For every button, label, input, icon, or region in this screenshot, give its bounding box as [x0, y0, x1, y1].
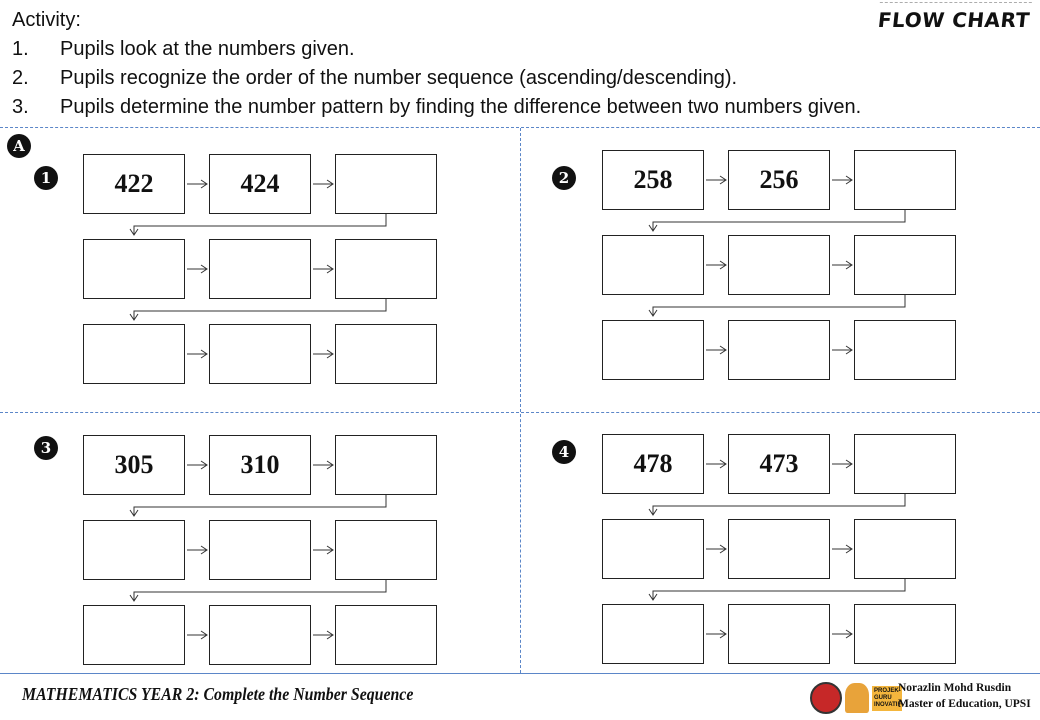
activity-item — [12, 35, 861, 64]
sequence-box-blank[interactable] — [854, 235, 956, 295]
sequence-box-blank[interactable] — [854, 519, 956, 579]
question-number-badge: 2 — [552, 166, 576, 190]
sequence-box-blank[interactable] — [335, 605, 437, 665]
sequence-box-given: 422 — [83, 154, 185, 214]
wrap-connector-line — [653, 295, 905, 316]
activity-item-text: Pupils look at the numbers given. — [60, 38, 355, 60]
sequence-box-blank[interactable] — [335, 520, 437, 580]
sequence-box-given: 424 — [209, 154, 311, 214]
wrap-connector-line — [653, 579, 905, 600]
sequence-box-blank[interactable] — [335, 239, 437, 299]
sequence-box-blank[interactable] — [854, 604, 956, 664]
activity-instructions — [12, 6, 861, 122]
activity-item — [12, 64, 861, 93]
activity-item-number: 2. — [12, 67, 29, 89]
section-badge: A — [7, 134, 31, 158]
author-name: Norazlin Mohd Rusdin — [898, 682, 1012, 694]
sequence-box-blank[interactable] — [728, 320, 830, 380]
sequence-box-blank[interactable] — [602, 235, 704, 295]
footer-divider — [0, 673, 1040, 674]
footer-title: MATHEMATICS YEAR 2: Complete the Number Sequence — [22, 684, 414, 704]
sequence-box-given: 305 — [83, 435, 185, 495]
sequence-box-blank[interactable] — [728, 604, 830, 664]
vertical-divider — [520, 128, 521, 673]
dgi-emblem-icon — [810, 682, 842, 714]
wrap-connector-line — [134, 214, 386, 235]
question-number-badge: 3 — [34, 436, 58, 460]
author-credit — [898, 680, 1031, 712]
logo-decoration — [879, 2, 1032, 13]
sequence-box-blank[interactable] — [83, 239, 185, 299]
sequence-box-blank[interactable] — [728, 519, 830, 579]
sequence-box-blank[interactable] — [209, 239, 311, 299]
sequence-box-blank[interactable] — [83, 605, 185, 665]
sequence-box-blank[interactable] — [602, 519, 704, 579]
sequence-box-blank[interactable] — [335, 324, 437, 384]
activity-item-text: Pupils determine the number pattern by finding the difference between two numbers given. — [60, 96, 862, 118]
sequence-box-blank[interactable] — [728, 235, 830, 295]
sequence-box-blank[interactable] — [602, 604, 704, 664]
project-logo — [810, 682, 902, 714]
wrap-connector-line — [653, 494, 905, 515]
activity-item — [12, 93, 861, 122]
sequence-box-given: 258 — [602, 150, 704, 210]
sequence-box-blank[interactable] — [854, 320, 956, 380]
flow-chart-logo-text: FLOW CHART — [876, 8, 1032, 32]
teacher-avatar — [845, 683, 869, 713]
author-credential: Master of Education, UPSI — [898, 698, 1031, 710]
sequence-box-blank[interactable] — [209, 520, 311, 580]
sequence-box-given: 310 — [209, 435, 311, 495]
activity-item-number: 1. — [12, 38, 29, 60]
activity-heading: Activity: — [12, 9, 81, 31]
sequence-box-blank[interactable] — [854, 434, 956, 494]
sequence-box-blank[interactable] — [335, 154, 437, 214]
wrap-connector-line — [653, 210, 905, 231]
sequence-box-blank[interactable] — [854, 150, 956, 210]
sequence-box-blank[interactable] — [209, 605, 311, 665]
wrap-connector-line — [134, 580, 386, 601]
sequence-box-blank[interactable] — [83, 324, 185, 384]
sequence-box-blank[interactable] — [335, 435, 437, 495]
sequence-box-given: 478 — [602, 434, 704, 494]
activity-item-text: Pupils recognize the order of the number sequence (ascending/descending). — [60, 67, 738, 89]
activity-item-number: 3. — [12, 96, 29, 118]
question-number-badge: 1 — [34, 166, 58, 190]
sequence-box-blank[interactable] — [209, 324, 311, 384]
sequence-box-given: 473 — [728, 434, 830, 494]
sequence-box-blank[interactable] — [602, 320, 704, 380]
sequence-box-blank[interactable] — [83, 520, 185, 580]
wrap-connector-line — [134, 495, 386, 516]
wrap-connector-line — [134, 299, 386, 320]
flow-chart-logo — [877, 8, 1031, 32]
question-number-badge: 4 — [552, 440, 576, 464]
project-logo-text: PROJEK GURU INOVATIF — [872, 686, 902, 711]
sequence-box-given: 256 — [728, 150, 830, 210]
